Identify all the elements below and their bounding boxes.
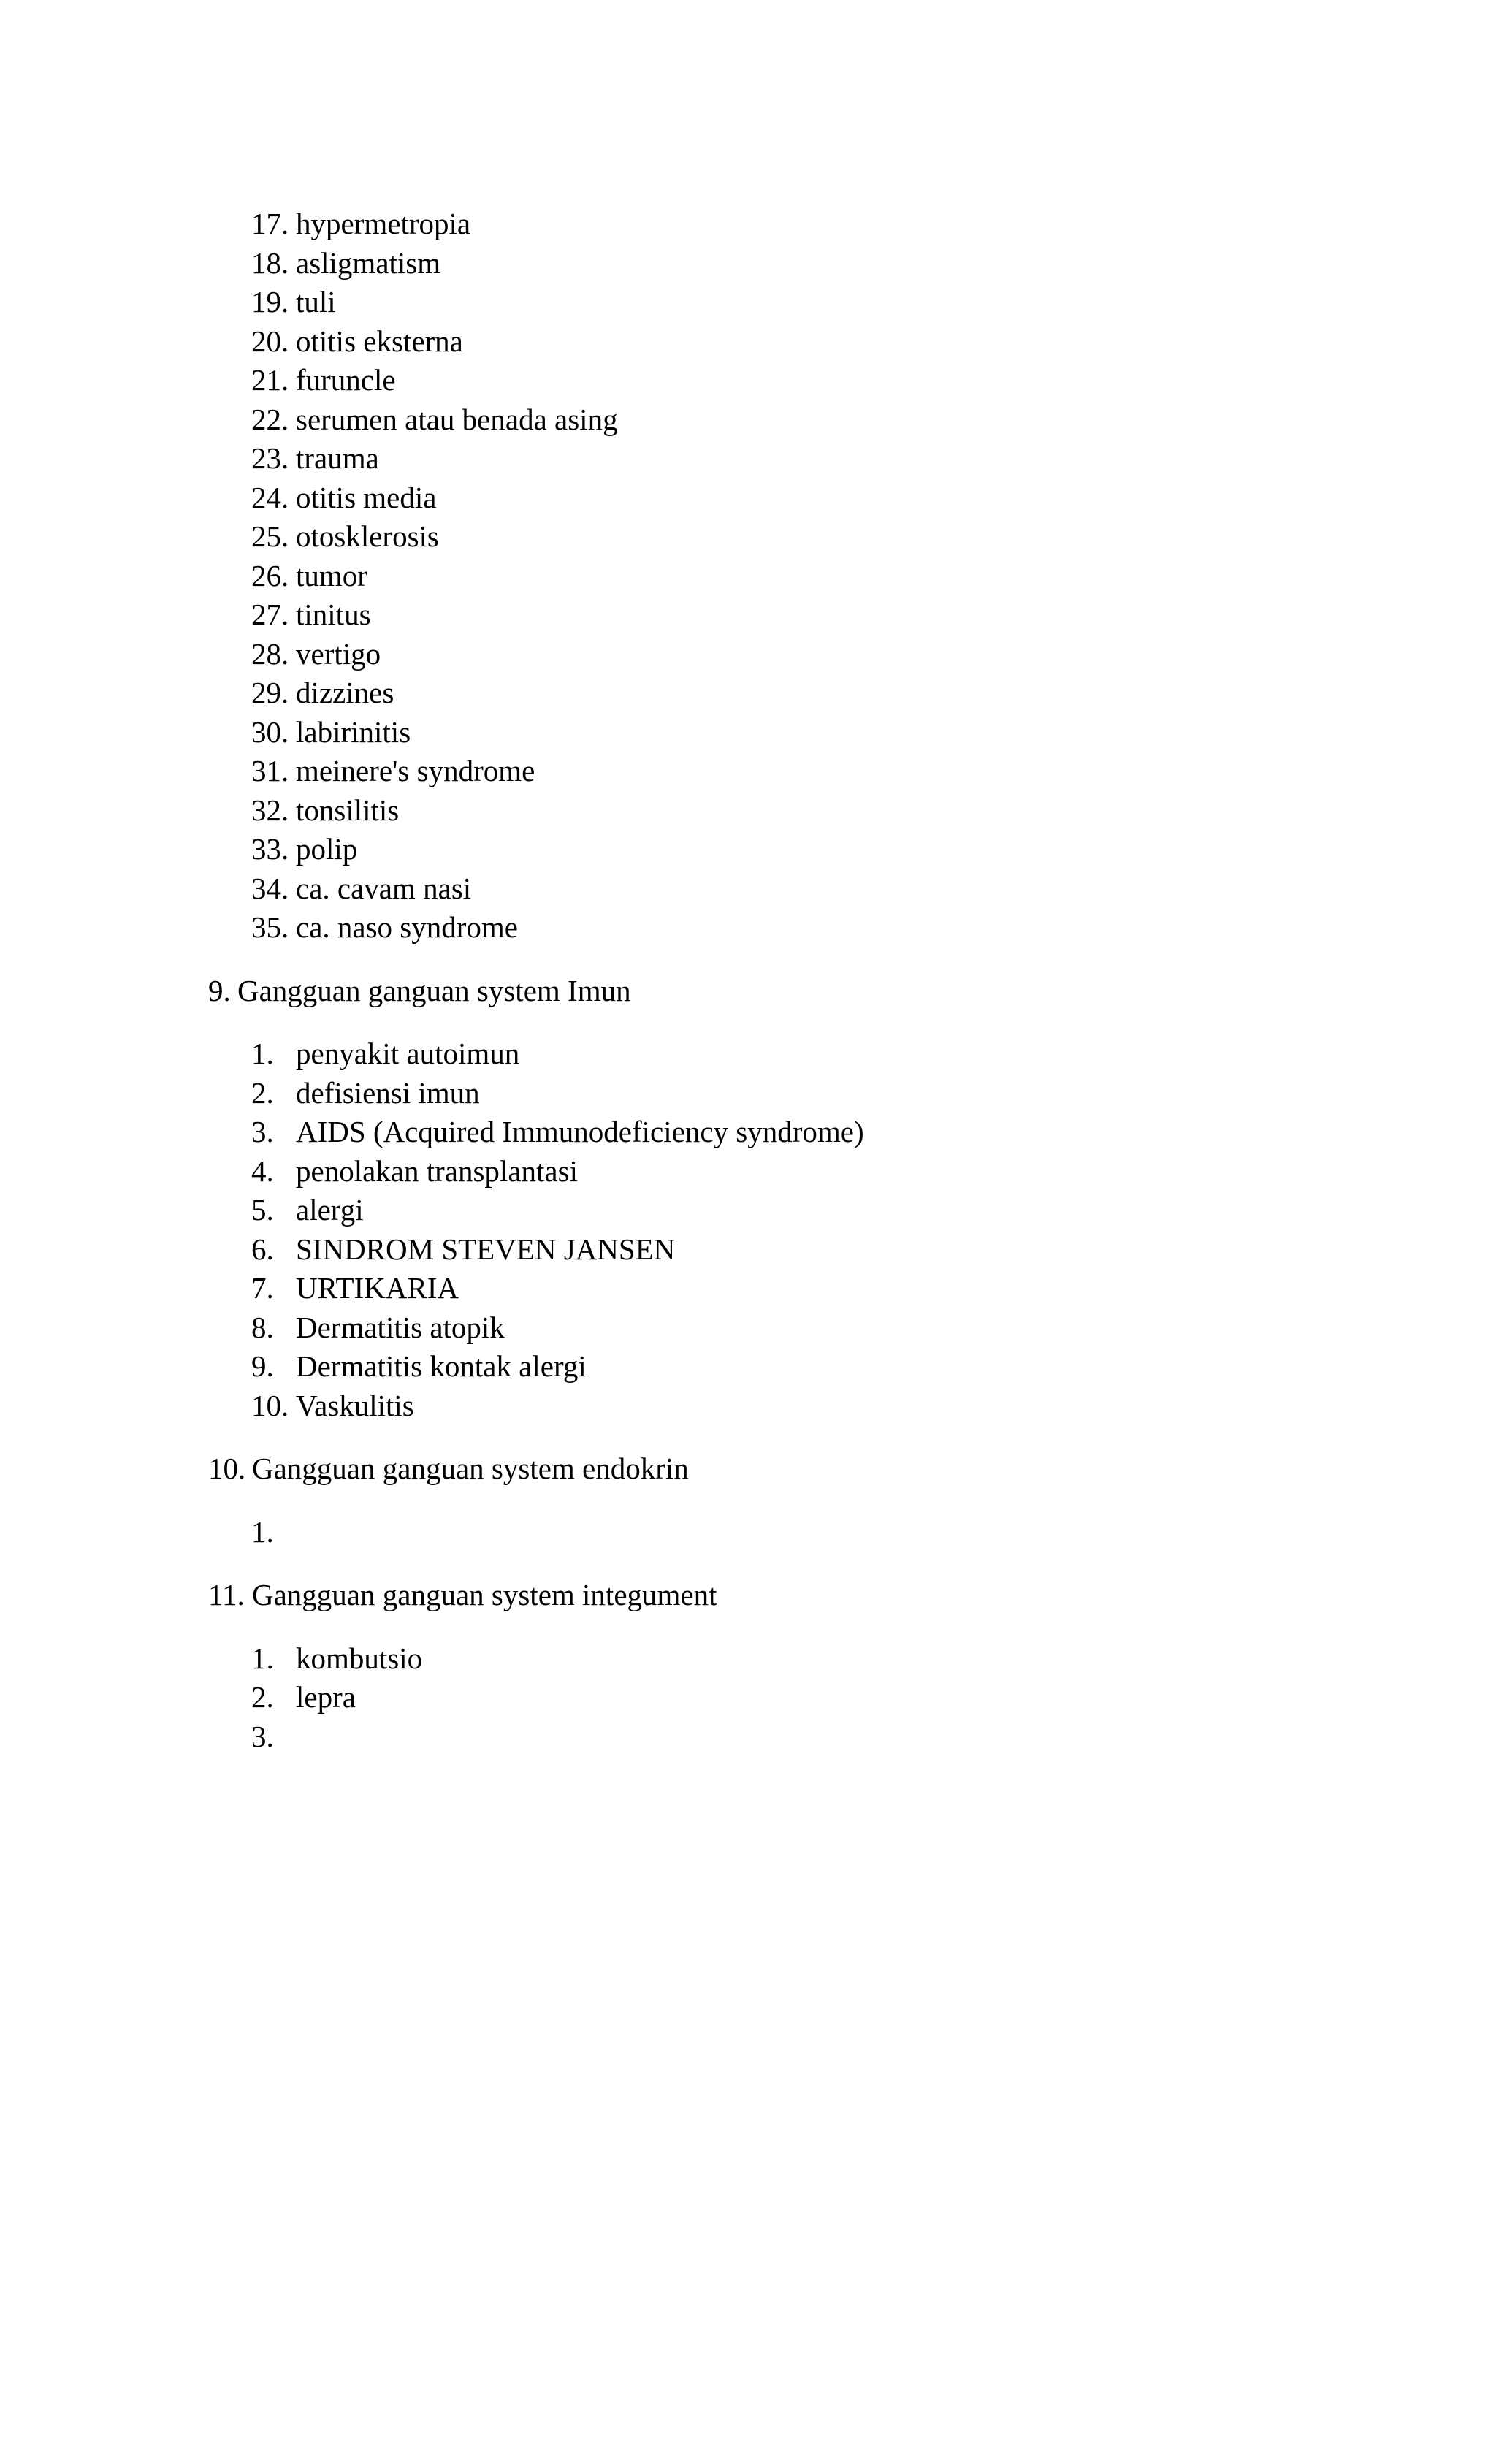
section-title: Gangguan ganguan system integument <box>252 1578 717 1611</box>
section-heading-integument <box>0 1576 1496 1615</box>
list-item-text: kombutsio <box>296 1641 423 1675</box>
list-item-number: 8. <box>251 1310 274 1344</box>
list-item-number: 35. <box>251 910 289 944</box>
list-item <box>0 322 1496 362</box>
list-item <box>0 439 1496 478</box>
list-item-text: penyakit autoimun <box>296 1037 520 1070</box>
list-item-text: URTIKARIA <box>296 1271 459 1305</box>
list-item-number: 1. <box>251 1037 274 1070</box>
list-item <box>0 1639 1496 1679</box>
list-item <box>0 557 1496 596</box>
list-item-text: Dermatitis kontak alergi <box>296 1349 587 1383</box>
list-item-text: tonsilitis <box>296 793 400 827</box>
list-item-text: meinere's syndrome <box>296 754 535 787</box>
list-item-number: 28. <box>251 636 289 671</box>
list-item-text: SINDROM STEVEN JANSEN <box>296 1232 676 1266</box>
list-item <box>0 595 1496 635</box>
list-item-text: lepra <box>296 1680 356 1714</box>
list-item <box>0 205 1496 244</box>
list-item-text: defisiensi imun <box>296 1075 480 1110</box>
list-item-text: asligmatism <box>296 245 441 280</box>
list-item <box>0 752 1496 791</box>
list-item <box>0 674 1496 713</box>
list-item-text: vertigo <box>296 636 381 671</box>
list-item-number: 32. <box>251 793 289 827</box>
list-item <box>0 1269 1496 1308</box>
list-item <box>0 1152 1496 1191</box>
list-item-text: trauma <box>296 441 379 475</box>
list-item <box>0 1347 1496 1387</box>
list-item-number: 4. <box>251 1153 274 1188</box>
list-item-number: 23. <box>251 441 289 475</box>
list-item-number: 26. <box>251 558 289 592</box>
list-item-number: 17. <box>251 207 289 240</box>
list-item-number: 33. <box>251 832 289 866</box>
list-item <box>0 713 1496 752</box>
list-item-number: 31. <box>251 754 289 787</box>
list-item-text: AIDS (Acquired Immunodeficiency syndrome) <box>296 1115 864 1148</box>
list-item <box>0 478 1496 518</box>
list-item-text: Vaskulitis <box>296 1388 414 1422</box>
eye-ear-disorders-list-continuation <box>0 205 1496 947</box>
list-item-number: 24. <box>251 480 289 514</box>
list-item <box>0 1034 1496 1074</box>
list-item <box>0 1230 1496 1270</box>
list-item-number: 25. <box>251 519 289 553</box>
list-item <box>0 1513 1496 1552</box>
document-content <box>0 205 1496 1756</box>
immune-disorders-list <box>0 1034 1496 1425</box>
list-item-text: polip <box>296 832 358 866</box>
list-item-number: 29. <box>251 676 289 709</box>
list-item-number: 30. <box>251 714 289 749</box>
list-item-text: tinitus <box>296 598 371 631</box>
list-item-number: 20. <box>251 324 289 358</box>
list-item <box>0 283 1496 322</box>
list-item-number: 7. <box>251 1271 274 1305</box>
list-item-text: furuncle <box>296 363 396 397</box>
section-title: Gangguan ganguan system endokrin <box>252 1452 689 1485</box>
section-number: 11. <box>208 1578 245 1611</box>
list-item <box>0 869 1496 909</box>
list-item <box>0 1113 1496 1152</box>
section-number: 9. <box>208 973 231 1007</box>
list-item <box>0 635 1496 674</box>
list-item-number: 9. <box>251 1349 274 1383</box>
section-heading-immune <box>0 972 1496 1011</box>
section-heading-endocrine <box>0 1449 1496 1489</box>
list-item-text: penolakan transplantasi <box>296 1153 578 1188</box>
integument-disorders-list <box>0 1639 1496 1757</box>
list-item-text: otitis media <box>296 480 437 514</box>
list-item-text: otitis eksterna <box>296 324 463 358</box>
list-item-text: ca. naso syndrome <box>296 910 518 944</box>
list-item <box>0 1074 1496 1113</box>
list-item-number: 1. <box>251 1641 274 1675</box>
list-item-number: 2. <box>251 1075 274 1110</box>
list-item-number: 34. <box>251 871 289 905</box>
list-item-text: alergi <box>296 1193 364 1227</box>
list-item <box>0 400 1496 440</box>
list-item <box>0 1308 1496 1348</box>
list-item <box>0 1717 1496 1757</box>
list-item-text: hypermetropia <box>296 207 471 240</box>
list-item <box>0 1678 1496 1717</box>
section-title: Gangguan ganguan system Imun <box>237 973 631 1007</box>
list-item-number: 22. <box>251 402 289 436</box>
list-item-number: 19. <box>251 285 289 319</box>
list-item-text: otosklerosis <box>296 519 439 553</box>
list-item <box>0 1191 1496 1230</box>
list-item-number: 6. <box>251 1232 274 1266</box>
list-item <box>0 244 1496 283</box>
list-item <box>0 361 1496 400</box>
list-item-number: 2. <box>251 1680 274 1714</box>
list-item <box>0 517 1496 557</box>
list-item-text: labirinitis <box>296 714 411 749</box>
list-item-number: 5. <box>251 1193 274 1227</box>
list-item-text: tuli <box>296 285 336 319</box>
list-item-number: 27. <box>251 598 289 631</box>
list-item-number: 10. <box>251 1388 289 1422</box>
list-item <box>0 830 1496 869</box>
list-item <box>0 791 1496 831</box>
list-item-number: 3. <box>251 1115 274 1148</box>
list-item-number: 1. <box>251 1514 274 1549</box>
list-item-text: tumor <box>296 558 367 592</box>
section-number: 10. <box>208 1452 246 1485</box>
list-item-number: 21. <box>251 363 289 397</box>
list-item-text: Dermatitis atopik <box>296 1310 505 1344</box>
list-item <box>0 1387 1496 1426</box>
list-item-text: ca. cavam nasi <box>296 871 472 905</box>
list-item-number: 3. <box>251 1719 274 1753</box>
list-item-number: 18. <box>251 245 289 280</box>
list-item-text: serumen atau benada asing <box>296 402 618 436</box>
list-item-text: dizzines <box>296 676 394 709</box>
list-item <box>0 908 1496 947</box>
endocrine-disorders-list <box>0 1513 1496 1552</box>
